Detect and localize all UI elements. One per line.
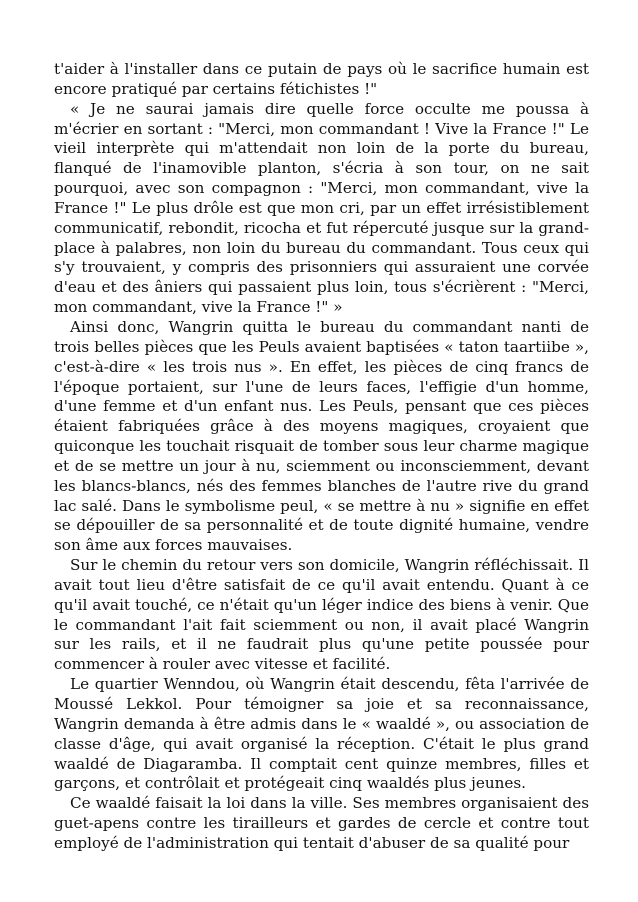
- paragraph-wenndou: Le quartier Wenndou, où Wangrin était descendu, fêta l'arrivée de Moussé Lekkol. Pour témoigner sa joie et sa reconnaissance, Wangrin demanda à être admis dans le « waaldé », ou association de classe d'âge, qui avait organisé la réception. C'était le plus grand waaldé de Diagaramba. Il comptait cent quinze membres, filles et garçons, et contrôlait et protégeait cinq waaldés plus jeunes.: [54, 675, 589, 793]
- paragraph-three-coins: Ainsi donc, Wangrin quitta le bureau du commandant nanti de trois belles pièces que les Peuls avaient baptisées « taton taartiibe », c'est-à-dire « les trois nus ». En effet, les pièces de cinq francs de l'époque portaient, sur l'une de leurs faces, l'effigie d'un homme, d'une femme et d'un enfant nus. Les Peuls, pensant que ces pièces étaient fabriquées grâce à des moyens magiques, croyaient que quiconque les touchait risquait de tomber sous leur charme magique et de se mettre un jour à nu, sciemment ou inconsciemment, devant les blancs-blancs, nés des femmes blanches de l'autre rive du grand lac salé. Dans le symbolisme peul, « se mettre à nu » signifie en effet se dépouiller de sa personnalité et de toute dignité humaine, vendre son âme aux forces mauvaises.: [54, 317, 589, 555]
- paragraph-waalde: Ce waaldé faisait la loi dans la ville. Ses membres organisaient des guet-apens contre les tirailleurs et gardes de cercle et contre tout employé de l'administration qui tentait d'abuser de sa qualité pour: [54, 794, 589, 852]
- paragraph-quote: « Je ne saurai jamais dire quelle force occulte me poussa à m'écrier en sortant : "Merci, mon commandant ! Vive la France !" Le vieil interprète qui m'attendait non loin de la porte du bureau, flanqué de l'inamovible planton, s'écria à son tour, on ne sait pourquoi, avec son compagnon : "Merci, mon commandant, vive la France !" Le plus drôle est que mon cri, par un effet irrésistiblement communicatif, rebondit, ricocha et fut répercuté jusque sur la grand-place à palabres, non loin du bureau du commandant. Tous ceux qui s'y trouvaient, y compris des prisonniers qui assuraient une corvée d'eau et des âniers qui passaient plus loin, tous s'écrièrent : "Merci, mon commandant, vive la France !" »: [54, 99, 589, 317]
- paragraph-continuation: t'aider à l'installer dans ce putain de pays où le sacrifice humain est encore pratiqué par certains fétichistes !": [54, 60, 589, 98]
- paragraph-way-home: Sur le chemin du retour vers son domicile, Wangrin réfléchissait. Il avait tout lieu d'être satisfait de ce qu'il avait entendu. Quant à ce qu'il avait touché, ce n'était qu'un léger indice des biens à venir. Que le commandant l'ait fait sciemment ou non, il avait placé Wangrin sur les rails, et il ne faudrait plus qu'une petite poussée pour commencer à rouler avec vitesse et facilité.: [54, 556, 589, 674]
- book-page: [54, 60, 589, 854]
